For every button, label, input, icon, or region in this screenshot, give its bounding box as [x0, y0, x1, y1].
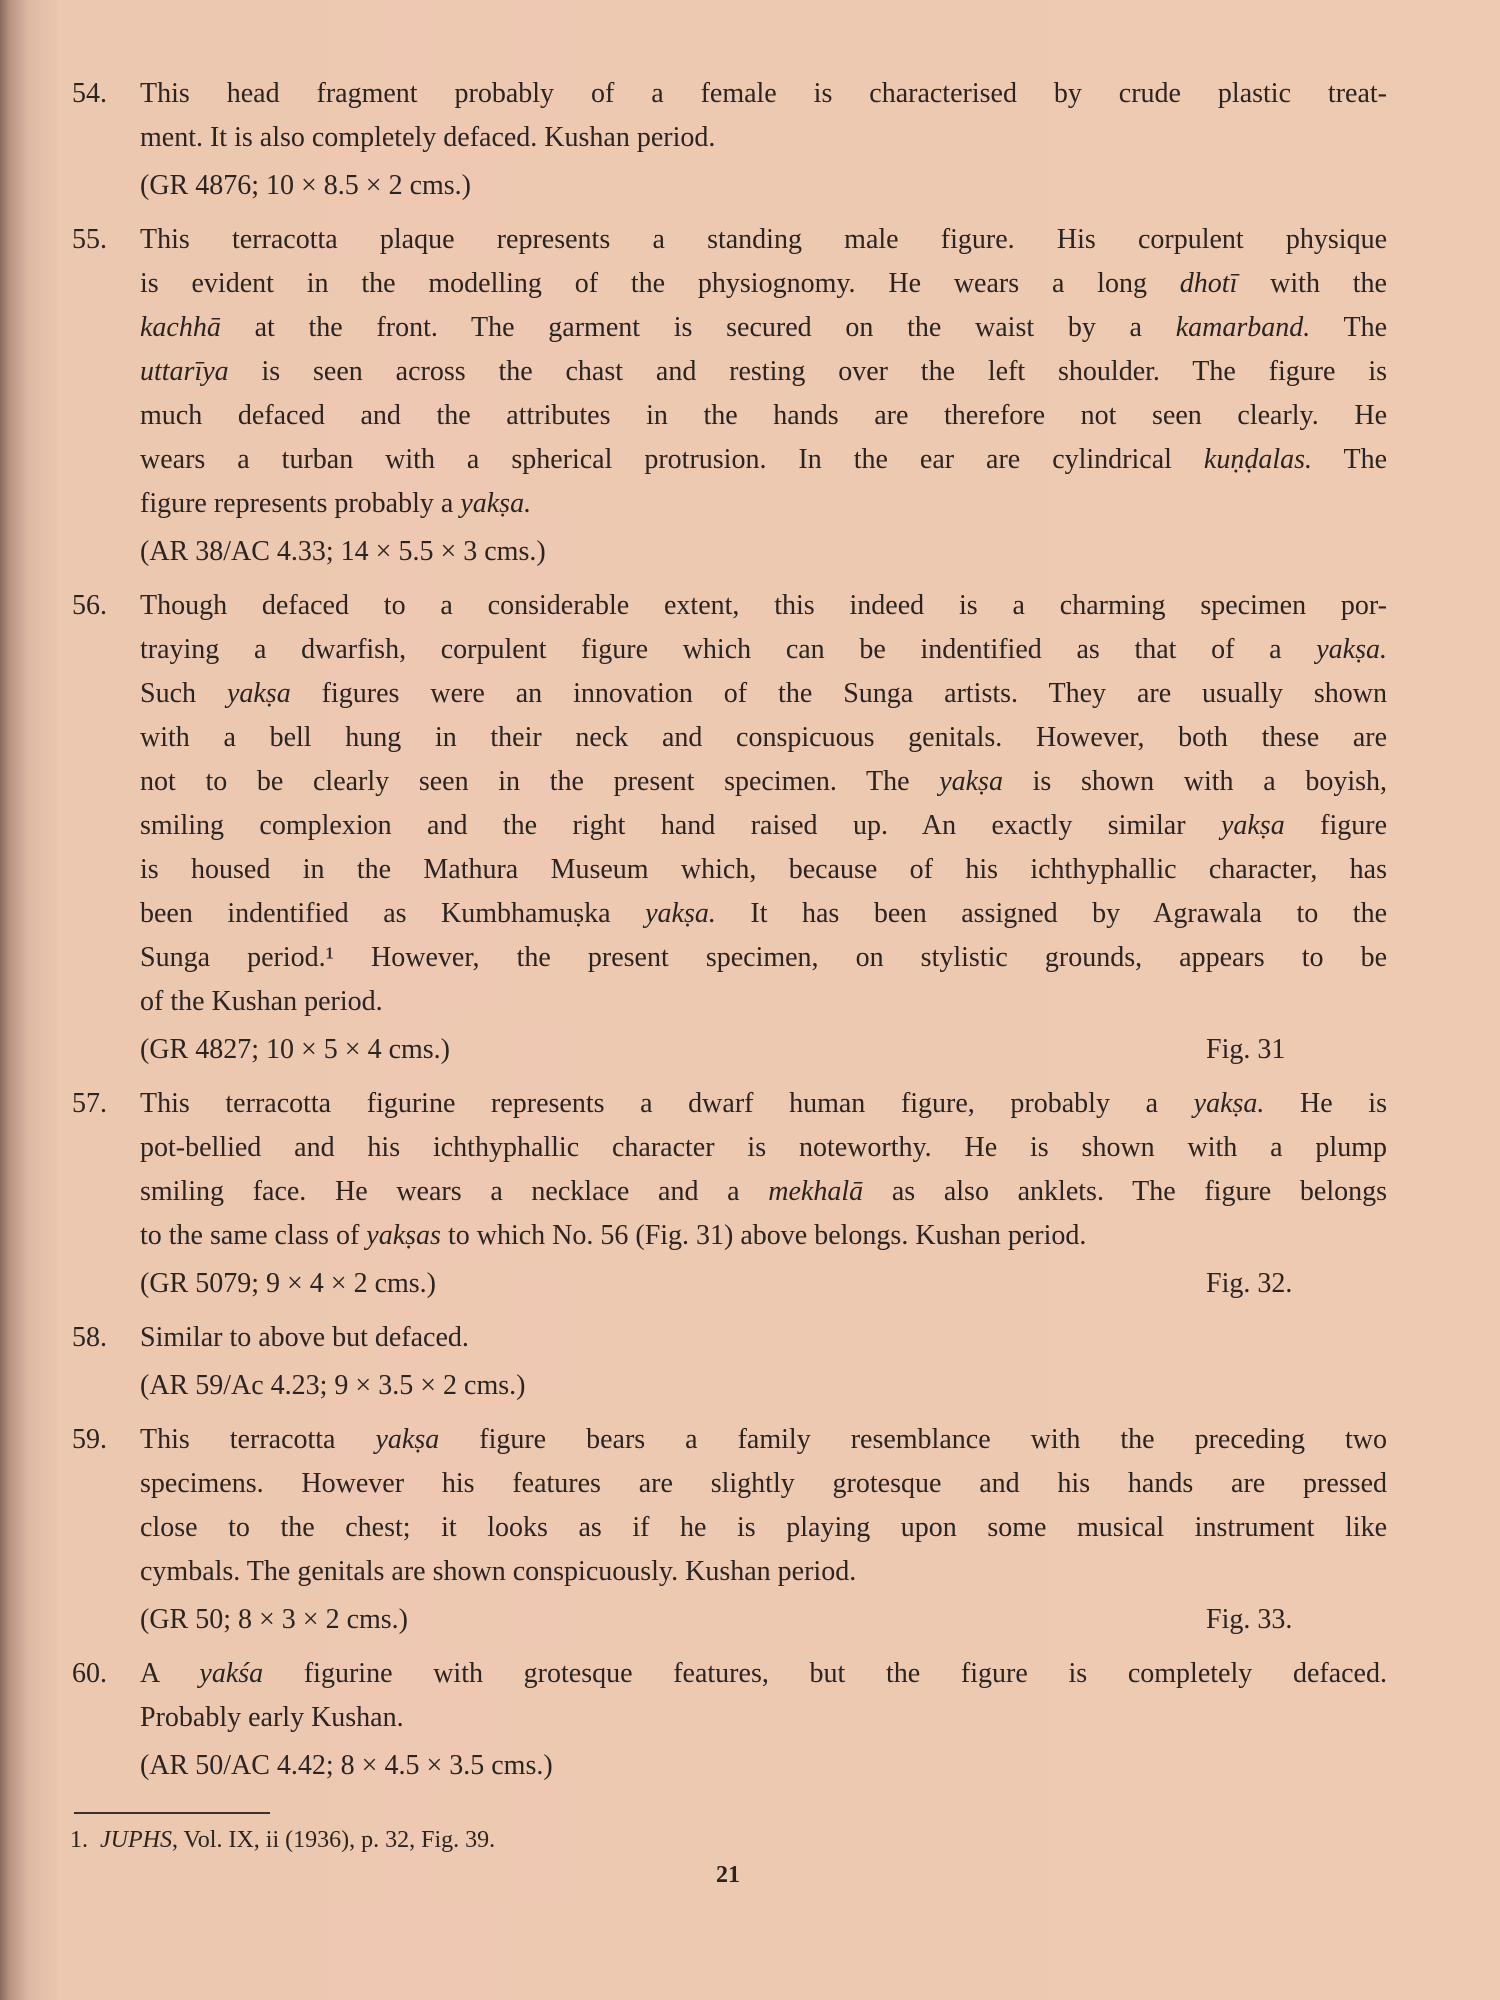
- italic-term: mekhalā: [768, 1176, 864, 1207]
- italic-term: yakṣa.: [1316, 634, 1387, 665]
- accession-reference: [140, 1744, 1387, 1788]
- text-run: wears a turban with a spherical protrusion. In the ear are cylindrical: [140, 444, 1204, 475]
- text-line: [140, 1462, 1387, 1506]
- italic-term: yakśa: [199, 1658, 264, 1689]
- text-line: [140, 804, 1387, 848]
- text-run: This terracotta: [140, 1424, 376, 1455]
- accession-dimensions: (AR 59/Ac 4.23; 9 × 3.5 × 2 cms.): [140, 1370, 526, 1401]
- text-line: [140, 1550, 1387, 1594]
- text-run: smiling complexion and the right hand raised up. An exactly similar: [140, 810, 1221, 841]
- entry-number: 54.: [72, 78, 107, 109]
- text-line: [140, 716, 1387, 760]
- text-line: [140, 72, 1387, 116]
- text-run: been indentified as Kumbhamuṣka: [140, 898, 646, 929]
- text-run: to which No. 56 (Fig. 31) above belongs. Kushan period.: [440, 1220, 1087, 1251]
- text-run: figurine with grotesque features, but the figure is completely defaced.: [263, 1658, 1387, 1689]
- text-run: It has been assigned by Agrawala to the: [715, 898, 1387, 929]
- text-line: [140, 1170, 1387, 1214]
- italic-term: kachhā: [140, 312, 221, 343]
- text-line: [140, 936, 1387, 980]
- text-run: cymbals. The genitals are shown conspicuously. Kushan period.: [140, 1556, 857, 1587]
- catalogue-entry: [72, 584, 1387, 1072]
- italic-term: yakṣa.: [460, 488, 532, 519]
- text-run: Sunga period.¹ However, the present specimen, on stylistic grounds, appears to be: [140, 942, 1387, 973]
- accession-dimensions: (AR 38/AC 4.33; 14 × 5.5 × 3 cms.): [140, 536, 546, 567]
- text-run: figure: [1284, 810, 1387, 841]
- catalogue-entry: [72, 1418, 1387, 1642]
- text-run: figure bears a family resemblance with the preceding two: [439, 1424, 1387, 1455]
- text-line: [140, 482, 1387, 526]
- text-line: [140, 116, 1387, 160]
- text-line: [140, 892, 1387, 936]
- text-line: [140, 1214, 1387, 1258]
- figure-reference: Fig. 33.: [1206, 1604, 1293, 1635]
- catalogue-entry: [72, 72, 1387, 208]
- italic-term: yakṣa.: [645, 898, 716, 929]
- text-line: [140, 438, 1387, 482]
- accession-reference: [140, 1262, 1387, 1306]
- text-line: [140, 672, 1387, 716]
- text-run: He is: [1264, 1088, 1387, 1119]
- entry-number: 60.: [72, 1658, 107, 1689]
- text-run: traying a dwarfish, corpulent figure which can be indentified as that of a: [140, 634, 1317, 665]
- text-line: [140, 628, 1387, 672]
- text-run: Similar to above but defaced.: [140, 1322, 469, 1353]
- text-line: [140, 218, 1387, 262]
- text-run: Though defaced to a considerable extent, this indeed is a charming specimen por-: [140, 590, 1387, 621]
- italic-term: dhotī: [1179, 268, 1238, 299]
- text-line: [140, 1316, 1387, 1360]
- text-run: of the Kushan period.: [140, 986, 383, 1017]
- text-line: [140, 262, 1387, 306]
- text-line: [140, 980, 1387, 1024]
- catalogue-entries: [72, 72, 1387, 1788]
- text-run: Such: [140, 678, 227, 709]
- text-run: at the front. The garment is secured on the waist by a: [220, 312, 1176, 343]
- entry-number: 55.: [72, 224, 107, 255]
- accession-reference: [140, 1028, 1387, 1072]
- accession-dimensions: (GR 4827; 10 × 5 × 4 cms.): [140, 1034, 451, 1065]
- text-line: [140, 1506, 1387, 1550]
- text-run: Probably early Kushan.: [140, 1702, 404, 1733]
- accession-dimensions: (GR 4876; 10 × 8.5 × 2 cms.): [140, 170, 472, 201]
- text-run: is shown with a boyish,: [1002, 766, 1387, 797]
- text-run: to the same class of: [140, 1220, 367, 1251]
- text-run: This terracotta figurine represents a dwarf human figure, probably a: [140, 1088, 1194, 1119]
- text-line: [140, 306, 1387, 350]
- footnote-citation: , Vol. IX, ii (1936), p. 32, Fig. 39.: [171, 1827, 496, 1853]
- italic-term: yakṣa: [1220, 810, 1285, 841]
- text-line: [140, 1082, 1387, 1126]
- italic-term: yakṣa.: [1193, 1088, 1265, 1119]
- text-run: smiling face. He wears a necklace and a: [140, 1176, 769, 1207]
- text-run: close to the chest; it looks as if he is playing upon some musical instrument like: [140, 1512, 1387, 1543]
- text-line: [140, 394, 1387, 438]
- entry-number: 56.: [72, 590, 107, 621]
- accession-dimensions: (AR 50/AC 4.42; 8 × 4.5 × 3.5 cms.): [140, 1750, 553, 1781]
- italic-term: yakṣa: [939, 766, 1003, 797]
- text-run: figures were an innovation of the Sunga artists. They are usually shown: [290, 678, 1388, 709]
- footnote-divider: [74, 1812, 270, 1814]
- text-line: [140, 350, 1387, 394]
- catalogue-entry: [72, 1652, 1387, 1788]
- entry-number: 58.: [72, 1322, 107, 1353]
- italic-term: kamarband.: [1175, 312, 1311, 343]
- text-run: is housed in the Mathura Museum which, because of his ichthyphallic character, has: [140, 854, 1387, 885]
- text-run: with a bell hung in their neck and conspicuous genitals. However, both these are: [140, 722, 1387, 753]
- accession-reference: [140, 1364, 1387, 1408]
- text-line: [140, 848, 1387, 892]
- catalogue-entry: [72, 218, 1387, 574]
- footnote-number: 1.: [70, 1827, 88, 1853]
- text-line: [140, 1652, 1387, 1696]
- text-run: much defaced and the attributes in the hands are therefore not seen clearly. He: [140, 400, 1387, 431]
- catalogue-entry: [72, 1082, 1387, 1306]
- text-run: The: [1310, 312, 1387, 343]
- text-run: figure represents probably a: [140, 488, 461, 519]
- page-number: 21: [716, 1862, 740, 1888]
- text-run: specimens. However his features are slightly grotesque and his hands are pressed: [140, 1468, 1387, 1499]
- text-line: [140, 760, 1387, 804]
- text-run: The: [1312, 444, 1387, 475]
- entry-number: 57.: [72, 1088, 107, 1119]
- text-run: A: [140, 1658, 200, 1689]
- text-line: [140, 1126, 1387, 1170]
- text-run: is evident in the modelling of the physiognomy. He wears a long: [140, 268, 1180, 299]
- italic-term: uttarīya: [140, 356, 229, 387]
- figure-reference: Fig. 31: [1206, 1034, 1286, 1065]
- italic-term: kuṇḍalas.: [1203, 444, 1312, 475]
- text-line: [140, 584, 1387, 628]
- accession-dimensions: (GR 50; 8 × 3 × 2 cms.): [140, 1604, 409, 1635]
- text-run: is seen across the chast and resting over the left shoulder. The figure is: [228, 356, 1387, 387]
- footnote-journal: JUPHS: [100, 1827, 172, 1853]
- text-run: This terracotta plaque represents a standing male figure. His corpulent physique: [140, 224, 1387, 255]
- accession-reference: [140, 1598, 1387, 1642]
- text-line: [140, 1696, 1387, 1740]
- text-run: with the: [1237, 268, 1387, 299]
- italic-term: yakṣa: [375, 1424, 440, 1455]
- text-run: pot-bellied and his ichthyphallic character is noteworthy. He is shown with a plump: [140, 1132, 1387, 1163]
- accession-reference: [140, 164, 1387, 208]
- text-run: ment. It is also completely defaced. Kushan period.: [140, 122, 716, 153]
- italic-term: yakṣa: [226, 678, 291, 709]
- text-run: This head fragment probably of a female is characterised by crude plastic treat-: [140, 78, 1387, 109]
- footnote: [70, 1822, 495, 1858]
- text-run: not to be clearly seen in the present specimen. The: [140, 766, 940, 797]
- entry-number: 59.: [72, 1424, 107, 1455]
- accession-dimensions: (GR 5079; 9 × 4 × 2 cms.): [140, 1268, 437, 1299]
- figure-reference: Fig. 32.: [1206, 1268, 1293, 1299]
- catalogue-entry: [72, 1316, 1387, 1408]
- italic-term: yakṣas: [366, 1220, 441, 1251]
- accession-reference: [140, 530, 1387, 574]
- text-line: [140, 1418, 1387, 1462]
- text-run: as also anklets. The figure belongs: [863, 1176, 1387, 1207]
